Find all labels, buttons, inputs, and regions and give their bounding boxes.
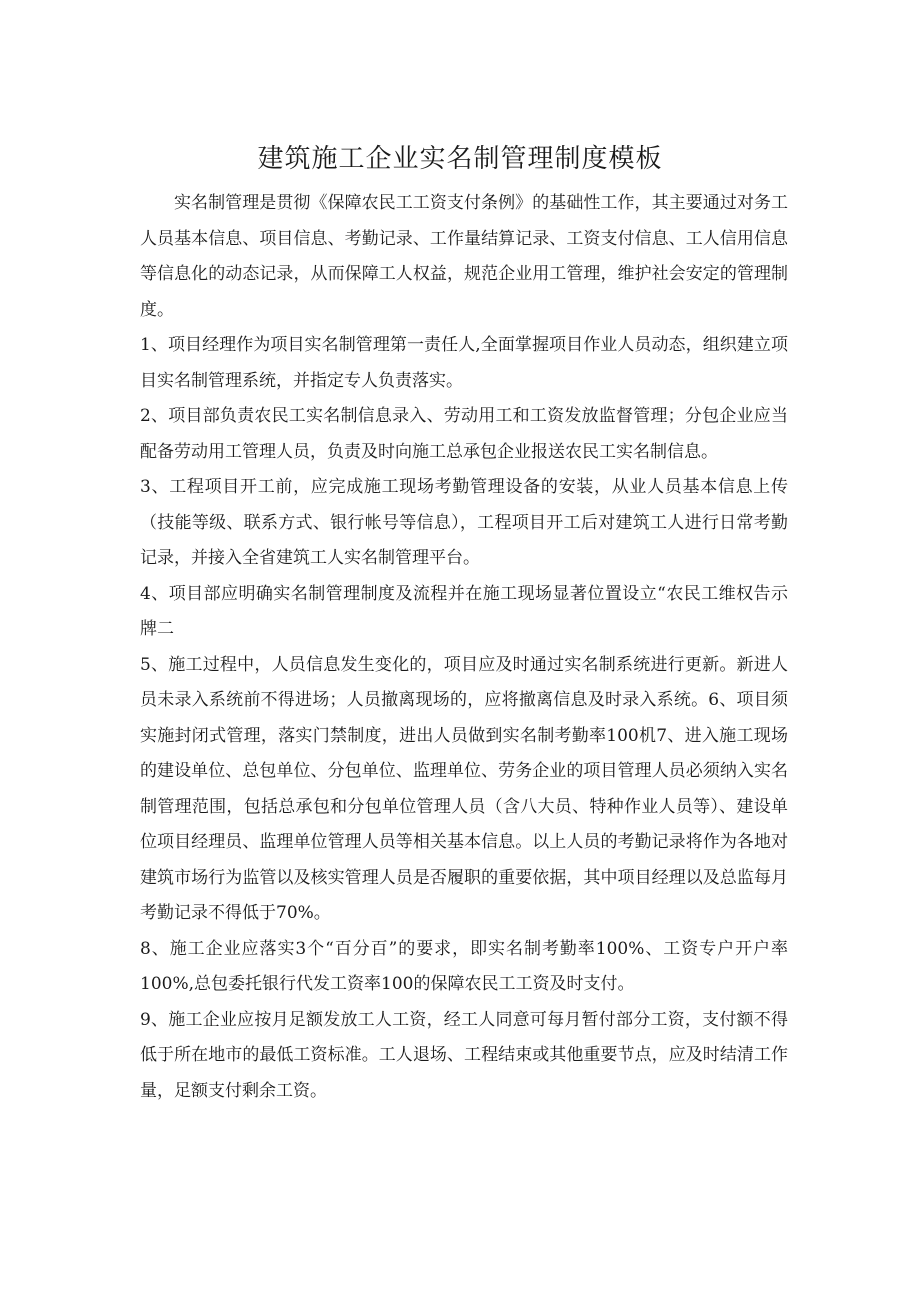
intro-paragraph: 实名制管理是贯彻《保障农民工工资支付条例》的基础性工作，其主要通过对务工人员基本信息、项目信息、考勤记录、工作量结算记录、工资支付信息、工人信用信息等信息化的动态记录，从而保障工人权益，规范企业用工管理，维护社会安定的管理制度。 [140,193,788,320]
clause-8-paragraph: 8、施工企业应落实3个“百分百”的要求，即实名制考勤率100%、工资专户开户率100%,总包委托银行代发工资率100的保障农民工工资及时支付。 [140,938,788,994]
clause-3-paragraph: 3、工程项目开工前，应完成施工现场考勤管理设备的安装，从业人员基本信息上传（技能等级、联系方式、银行帐号等信息），工程项目开工后对建筑工人进行日常考勤记录，并接入全省建筑工人实名制管理平台。 [140,477,788,568]
clause-1-paragraph: 1、项目经理作为项目实名制管理第一责任人,全面掌握项目作业人员动态，组织建立项目实名制管理系统，并指定专人负责落实。 [140,335,788,391]
clause-5-7-paragraph: 5、施工过程中，人员信息发生变化的，项目应及时通过实名制系统进行更新。新进人员未录入系统前不得进场；人员撤离现场的，应将撤离信息及时录入系统。6、项目须实施封闭式管理，落实门禁制度，进出人员做到实名制考勤率100机7、进入施工现场的建设单位、总包单位、分包单位、监理单位、劳务企业的项目管理人员必须纳入实名制管理范围，包括总承包和分包单位管理人员（含八大员、特种作业人员等）、建设单位项目经理员、监理单位管理人员等相关基本信息。以上人员的考勤记录将作为各地对建筑市场行为监管以及核实管理人员是否履职的重要依据，其中项目经理以及总监每月考勤记录不得低于70%。 [140,654,788,923]
clause-2-paragraph: 2、项目部负责农民工实名制信息录入、劳动用工和工资发放监督管理；分包企业应当配备劳动用工管理人员，负责及时向施工总承包企业报送农民工实名制信息。 [140,406,788,462]
document-body [140,186,788,1109]
document-title: 建筑施工企业实名制管理制度模板 [257,144,663,175]
clause-9-paragraph: 9、施工企业应按月足额发放工人工资，经工人同意可每月暂付部分工资，支付额不得低于所在地市的最低工资标准。工人退场、工程结束或其他重要节点，应及时结清工作量，足额支付剩余工资。 [140,1009,788,1101]
clause-4-paragraph: 4、项目部应明确实名制管理制度及流程并在施工现场显著位置设立“农民工维权告示牌二 [140,583,788,639]
